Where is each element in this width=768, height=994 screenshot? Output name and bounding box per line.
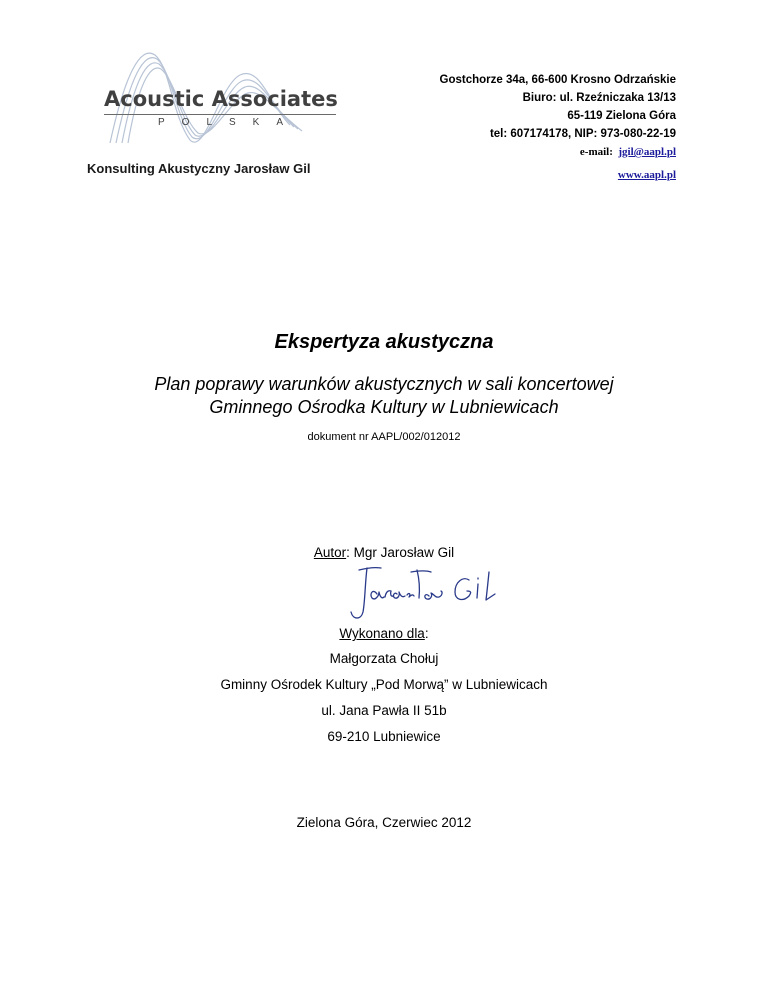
logo-country: POLSKA <box>158 117 301 128</box>
client-street: ul. Jana Pawła II 51b <box>321 703 447 718</box>
client-organization: Gminny Ośrodek Kultury „Pod Morwą” w Lubniewicach <box>220 677 548 692</box>
contact-tel-nip: tel: 607174178, NIP: 973-080-22-19 <box>489 128 676 140</box>
website-link[interactable]: www.aapl.pl <box>617 169 676 181</box>
email-label: e-mail: <box>579 146 613 158</box>
contact-address: Gostchorze 34a, 66-600 Krosno Odrzańskie <box>439 74 676 86</box>
contact-city: 65-119 Zielona Góra <box>567 110 676 122</box>
made-for-colon: : <box>424 626 429 641</box>
client-name: Małgorzata Chołuj <box>329 651 439 666</box>
document-number: dokument nr AAPL/002/012012 <box>307 431 461 443</box>
signature-graphic <box>345 564 515 624</box>
subtitle-line-1: Plan poprawy warunków akustycznych w sali koncertowej <box>154 374 614 394</box>
contact-office: Biuro: ul. Rzeźniczaka 13/13 <box>522 92 676 104</box>
contact-website-row <box>440 166 676 184</box>
author-name: : Mgr Jarosław Gil <box>346 545 455 560</box>
author-signature <box>345 564 515 629</box>
document-title: Ekspertyza akustyczna <box>274 331 494 353</box>
logo-divider <box>104 114 336 115</box>
company-logo <box>100 45 345 145</box>
made-for-line <box>0 626 768 641</box>
author-label: Autor <box>313 545 347 560</box>
logo-company-name: Acoustic Associates <box>104 87 338 111</box>
document-subtitle <box>0 373 768 419</box>
made-for-label: Wykonano dla <box>339 626 425 641</box>
subtitle-line-2: Gminnego Ośrodka Kultury w Lubniewicach <box>209 397 559 417</box>
company-tagline: Konsulting Akustyczny Jarosław Gil <box>87 161 311 176</box>
place-and-date: Zielona Góra, Czerwiec 2012 <box>296 815 472 830</box>
email-link[interactable]: jgil@aapl.pl <box>618 146 676 158</box>
contact-email-row <box>440 143 676 161</box>
author-line <box>0 545 768 560</box>
client-city: 69-210 Lubniewice <box>327 729 441 744</box>
contact-block <box>440 71 676 184</box>
